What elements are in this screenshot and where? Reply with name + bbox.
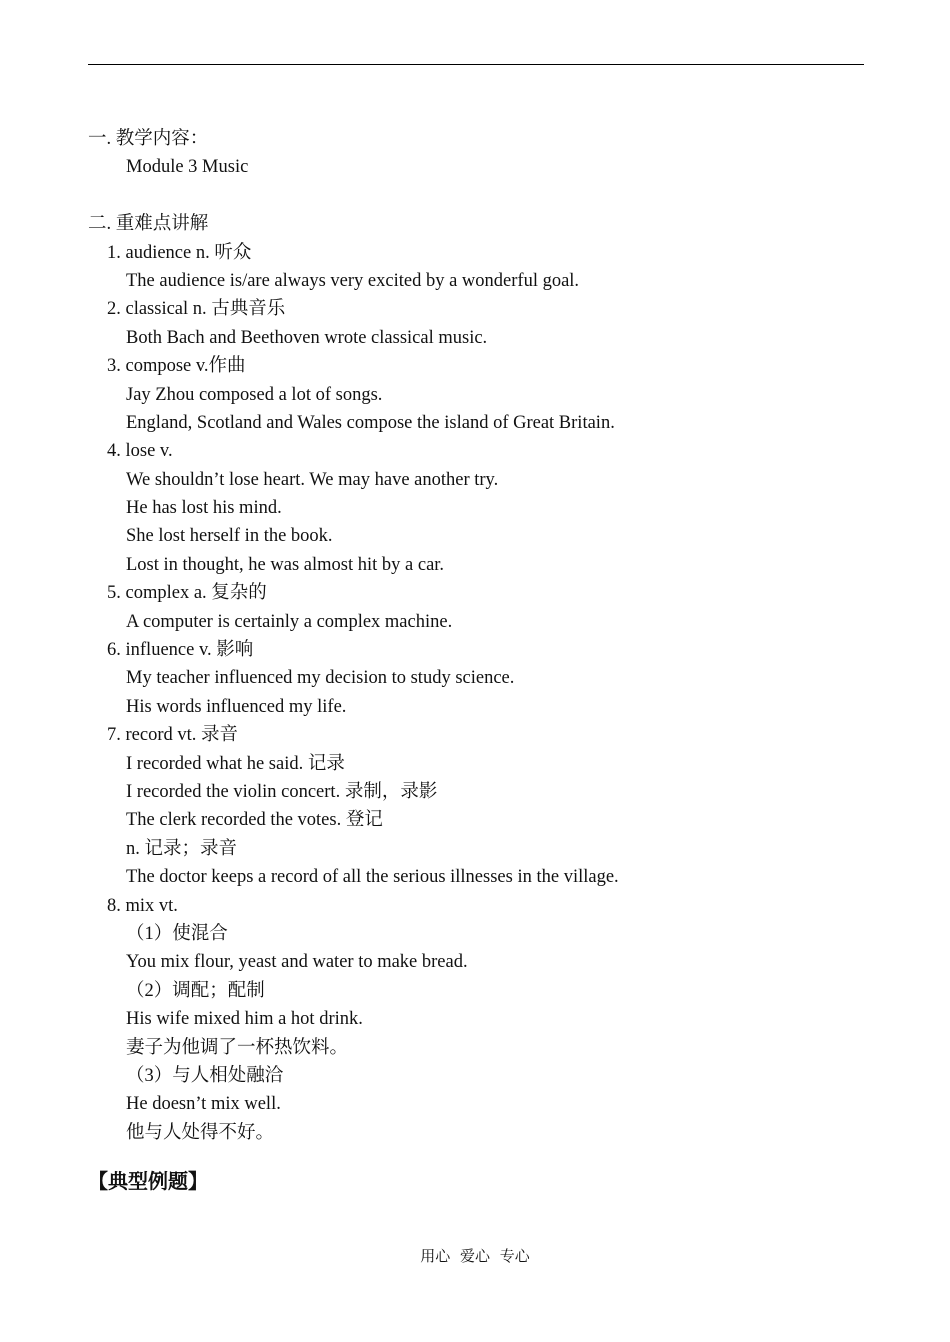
vocab-title: 6. influence v. 影响 bbox=[107, 640, 254, 661]
vocab-item-mix bbox=[88, 892, 864, 1148]
vocab-title: 7. record vt. 录音 bbox=[107, 725, 239, 746]
vocab-item-complex bbox=[88, 579, 864, 636]
example-sentence: I recorded the violin concert. 录制，录影 bbox=[126, 781, 438, 802]
example-sentence: Jay Zhou composed a lot of songs. bbox=[126, 384, 383, 405]
example-sentence: The audience is/are always very excited by a wonderful goal. bbox=[126, 270, 580, 291]
section-spacer bbox=[88, 182, 864, 210]
vocab-title: 8. mix vt. bbox=[107, 895, 178, 916]
example-sentence: He doesn’t mix well. bbox=[126, 1094, 281, 1115]
document-body bbox=[88, 125, 864, 1147]
sense-label: （2）调配；配制 bbox=[126, 980, 265, 1001]
vocab-title: 4. lose v. bbox=[107, 441, 173, 462]
vocab-item-lose bbox=[88, 437, 864, 579]
vocab-title: 3. compose v.作曲 bbox=[107, 356, 246, 377]
example-sentence: Both Bach and Beethoven wrote classical music. bbox=[126, 327, 488, 348]
vocab-item-influence bbox=[88, 636, 864, 721]
vocab-item-compose bbox=[88, 352, 864, 437]
examples-heading: 【典型例题】 bbox=[88, 1171, 208, 1193]
example-sentence: A computer is certainly a complex machine. bbox=[126, 611, 453, 632]
example-sentence: The doctor keeps a record of all the serious illnesses in the village. bbox=[126, 867, 619, 888]
vocab-item-record bbox=[88, 721, 864, 891]
example-sentence: He has lost his mind. bbox=[126, 498, 282, 519]
example-sentence: You mix flour, yeast and water to make bread. bbox=[126, 952, 468, 973]
example-sentence: Lost in thought, he was almost hit by a car. bbox=[126, 554, 445, 575]
vocab-title: 5. complex a. 复杂的 bbox=[107, 583, 267, 604]
section-2-heading: 二. 重难点讲解 bbox=[88, 214, 209, 235]
sense-label: （3）与人相处融洽 bbox=[126, 1065, 284, 1086]
section-1-content: Module 3 Music bbox=[126, 157, 249, 178]
translation-line: 妻子为他调了一杯热饮料。 bbox=[126, 1037, 349, 1058]
page-footer: 用心 爱心 专心 bbox=[420, 1249, 530, 1265]
header-rule bbox=[88, 64, 864, 65]
section-1-heading: 一. 教学内容： bbox=[88, 129, 209, 149]
vocab-title: 2. classical n. 古典音乐 bbox=[107, 299, 286, 320]
example-sentence: My teacher influenced my decision to study science. bbox=[126, 668, 515, 689]
vocab-title: 1. audience n. 听众 bbox=[107, 242, 252, 263]
sense-label: （1）使混合 bbox=[126, 923, 228, 944]
definition-line: n. 记录；录音 bbox=[126, 838, 238, 859]
example-sentence: We shouldn’t lose heart. We may have another try. bbox=[126, 469, 499, 490]
example-sentence: I recorded what he said. 记录 bbox=[126, 753, 345, 774]
vocab-item-audience bbox=[88, 239, 864, 296]
example-sentence: England, Scotland and Wales compose the island of Great Britain. bbox=[126, 412, 615, 433]
example-sentence: His words influenced my life. bbox=[126, 696, 347, 717]
translation-line: 他与人处得不好。 bbox=[126, 1122, 275, 1143]
vocab-item-classical bbox=[88, 295, 864, 352]
example-sentence: She lost herself in the book. bbox=[126, 526, 333, 547]
example-sentence: The clerk recorded the votes. 登记 bbox=[126, 810, 383, 831]
example-sentence: His wife mixed him a hot drink. bbox=[126, 1009, 363, 1030]
